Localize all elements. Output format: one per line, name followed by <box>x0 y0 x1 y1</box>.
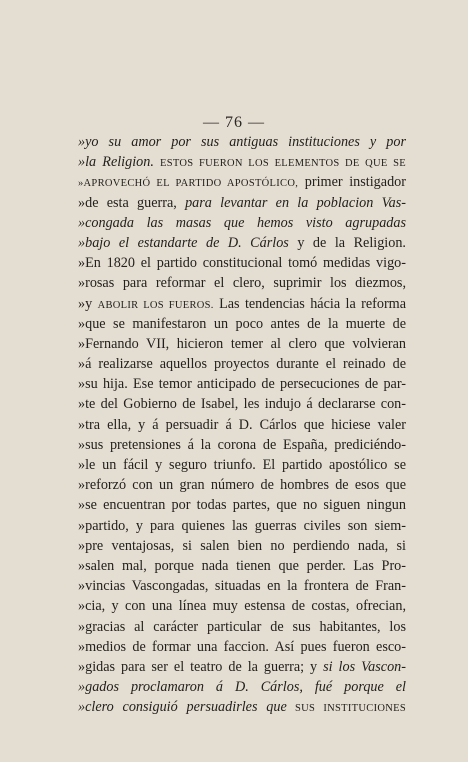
text-line <box>78 576 406 596</box>
text-segment: »gracias al carácter particular de sus habitantes, los <box>78 618 406 635</box>
text-line <box>78 334 406 354</box>
text-segment: »clero consiguió persuadirles que <box>78 699 287 716</box>
text-segment: »á realizarse aquellos proyectos durante el reinado de <box>78 356 406 373</box>
text-segment: »APROVECHÓ EL PARTIDO APOSTÓLICO, <box>78 178 299 190</box>
text-line <box>78 657 406 677</box>
text-line <box>78 394 406 414</box>
text-segment: SUS INSTITUCIONES <box>286 703 406 715</box>
text-line <box>78 253 406 273</box>
text-segment: »la Religion. <box>78 154 161 171</box>
page-number: — 76 — <box>203 114 265 131</box>
text-segment: ESTOS FUERON LOS ELEMENTOS DE QUE SE <box>160 158 406 170</box>
text-line <box>78 354 406 374</box>
text-segment: »bajo el estandarte de D. Cárlos <box>78 234 289 251</box>
text-line <box>78 495 406 515</box>
text-line <box>78 455 406 475</box>
text-segment: »vincias Vascongadas, situadas en la frontera de Fran- <box>78 578 406 595</box>
text-segment: »rosas para reformar el clero, suprimir los diezmos, <box>78 275 406 292</box>
text-segment: »pre ventajosas, si salen bien no perdiendo nada, si <box>78 537 406 554</box>
text-line <box>78 596 406 616</box>
text-line <box>78 697 406 717</box>
text-segment: »que se manifestaron un poco antes de la muerte de <box>78 315 406 332</box>
text-segment: »salen mal, porque nada tienen que perder. Las Pro- <box>78 557 406 574</box>
text-line <box>78 132 406 152</box>
text-line <box>78 273 406 293</box>
text-segment: primer instigador <box>298 174 406 191</box>
text-segment: si los Vascon- <box>323 658 406 675</box>
text-segment: »te del Gobierno de Isabel, les indujo á declararse con- <box>78 396 406 413</box>
text-segment: »de esta guerra, <box>78 194 186 211</box>
text-segment: »reforzó con un gran número de hombres de esos que <box>78 477 406 494</box>
text-segment: »gidas para ser el teatro de la guerra; y <box>78 658 324 675</box>
text-line <box>78 294 406 314</box>
text-line <box>78 415 406 435</box>
text-segment: »Fernando VII, hicieron temer al clero que volvieran <box>78 335 406 352</box>
text-line <box>78 516 406 536</box>
text-segment: para levantar en la poblacion Vas- <box>185 194 406 211</box>
text-segment: ABOLIR LOS FUEROS. <box>97 299 214 311</box>
text-segment: »se encuentran por todas partes, que no siguen ningun <box>78 497 406 514</box>
text-segment: »cia, y con una línea muy estensa de costas, ofrecian, <box>78 598 406 615</box>
text-segment: »partido, y para quienes las guerras civiles son siem- <box>78 517 406 534</box>
text-line <box>78 435 406 455</box>
text-segment: »le un fácil y seguro triunfo. El partido apostólico se <box>78 457 406 473</box>
text-line <box>78 193 406 213</box>
text-segment: »gados proclamaron á D. Cárlos, fué porque el <box>78 679 406 696</box>
text-line <box>78 677 406 697</box>
text-line <box>78 213 406 233</box>
text-segment: y de la Religion. <box>288 234 406 251</box>
text-segment: »tra ella, y á persuadir á D. Cárlos que hiciese valer <box>78 416 406 433</box>
text-line <box>78 475 406 495</box>
body-text <box>78 132 406 717</box>
text-line <box>78 637 406 657</box>
text-line <box>78 314 406 334</box>
text-segment: »y <box>78 295 98 312</box>
text-line <box>78 233 406 253</box>
text-segment: »su hija. Ese temor anticipado de persecuciones de par- <box>78 376 406 393</box>
text-segment: Las tendencias hácia la reforma <box>213 295 406 312</box>
text-segment: »medios de formar una faccion. Así pues fueron esco- <box>78 638 406 655</box>
text-line <box>78 172 406 192</box>
text-segment: »congada las masas que hemos visto agrupadas <box>78 214 406 231</box>
text-segment: »sus pretensiones á la corona de España, prediciéndo- <box>78 436 406 453</box>
text-line <box>78 556 406 576</box>
text-line <box>78 617 406 637</box>
text-segment: »yo su amor por sus antiguas instituciones y por <box>78 134 406 150</box>
text-line <box>78 152 406 172</box>
text-line <box>78 374 406 394</box>
text-segment: »En 1820 el partido constitucional tomó medidas vigo- <box>78 255 406 272</box>
text-line <box>78 536 406 556</box>
